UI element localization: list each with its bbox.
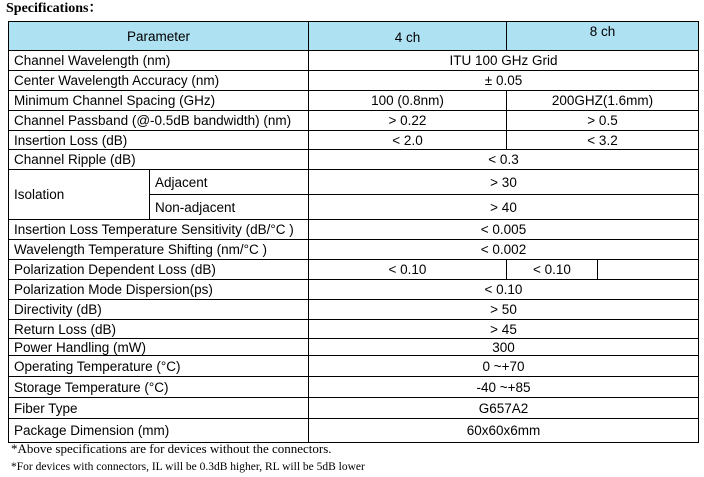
row-param: Operating Temperature (°C) <box>14 358 181 374</box>
row-param: Power Handling (mW) <box>14 339 147 355</box>
row-param: Channel Wavelength (nm) <box>14 53 171 68</box>
header-4ch: 4 ch <box>308 22 506 50</box>
table-row <box>8 240 699 260</box>
table-row <box>8 300 699 320</box>
isolation-adjacent-value: > 30 <box>308 170 698 195</box>
row-value: G657A2 <box>308 398 698 418</box>
row-value: > 45 <box>308 320 698 338</box>
footnote-no-connectors: *Above specifications are for devices without the connectors. <box>11 441 332 456</box>
row-param: Channel Ripple (dB) <box>14 152 136 167</box>
row-value-8ch: > 0.5 <box>506 111 698 130</box>
row-param: Minimum Channel Spacing (GHz) <box>14 93 216 108</box>
row-value: < 0.10 <box>308 280 698 299</box>
table-row <box>8 339 699 356</box>
row-value-4ch: < 2.0 <box>308 131 506 149</box>
row-value: 60x60x6mm <box>308 419 698 442</box>
row-param: Isolation <box>14 187 65 202</box>
row-value: < 0.3 <box>308 150 698 169</box>
table-row <box>8 377 699 398</box>
row-param: Wavelength Temperature Shifting (nm/°C ) <box>14 242 268 257</box>
row-value-8ch: < 0.10 <box>506 260 598 279</box>
table-row <box>8 131 699 150</box>
table-row <box>8 150 699 170</box>
footnote-with-connectors: *For devices with connectors, IL will be 0.3dB higher, RL will be 5dB lower <box>11 461 365 473</box>
table-row <box>8 51 699 71</box>
header-8ch: 8 ch <box>506 22 698 50</box>
row-value: 0 ~+70 <box>308 356 698 376</box>
table-row <box>8 398 699 419</box>
row-value-4ch: > 0.22 <box>308 111 506 130</box>
row-value: < 0.002 <box>308 240 698 259</box>
row-value: > 50 <box>308 300 698 319</box>
table-row <box>8 111 699 131</box>
specifications-heading: Specifications： <box>6 1 103 16</box>
table-row <box>8 419 699 443</box>
table-row <box>8 71 699 91</box>
row-param: Directivity (dB) <box>14 302 102 317</box>
row-param: Insertion Loss (dB) <box>14 132 128 148</box>
table-row-isolation <box>8 170 699 220</box>
row-value-8ch: 200GHZ(1.6mm) <box>506 91 698 110</box>
table-row <box>8 260 699 280</box>
row-param: Center Wavelength Accuracy (nm) <box>14 73 220 88</box>
table-header-row <box>8 21 699 51</box>
row-value-4ch: < 0.10 <box>308 260 506 279</box>
isolation-adjacent-label: Adjacent <box>149 170 308 195</box>
row-value-4ch: 100 (0.8nm) <box>308 91 506 110</box>
table-row <box>8 220 699 240</box>
row-value: ITU 100 GHz Grid <box>308 51 698 70</box>
row-param: Channel Passband (@-0.5dB bandwidth) (nm) <box>14 113 292 128</box>
table-row <box>8 356 699 377</box>
row-param: Storage Temperature (°C) <box>14 379 169 395</box>
table-row <box>8 320 699 339</box>
specifications-table <box>8 21 699 443</box>
header-parameter: Parameter <box>126 28 191 44</box>
row-value: -40 ~+85 <box>308 377 698 397</box>
row-value: < 0.005 <box>308 220 698 239</box>
row-param: Return Loss (dB) <box>14 321 117 337</box>
row-param: Polarization Mode Dispersion(ps) <box>14 282 213 297</box>
row-param: Package Dimension (mm) <box>14 423 170 438</box>
isolation-nonadjacent-value: > 40 <box>308 195 698 219</box>
table-row <box>8 280 699 300</box>
isolation-nonadjacent-label: Non-adjacent <box>149 195 308 219</box>
row-value: ± 0.05 <box>308 71 698 90</box>
row-value-8ch: < 3.2 <box>506 131 698 149</box>
row-param: Polarization Dependent Loss (dB) <box>14 262 216 277</box>
table-row <box>8 91 699 111</box>
row-param: Insertion Loss Temperature Sensitivity (dB/°C ) <box>14 222 294 237</box>
row-param: Fiber Type <box>14 400 78 416</box>
row-value: 300 <box>308 339 698 355</box>
